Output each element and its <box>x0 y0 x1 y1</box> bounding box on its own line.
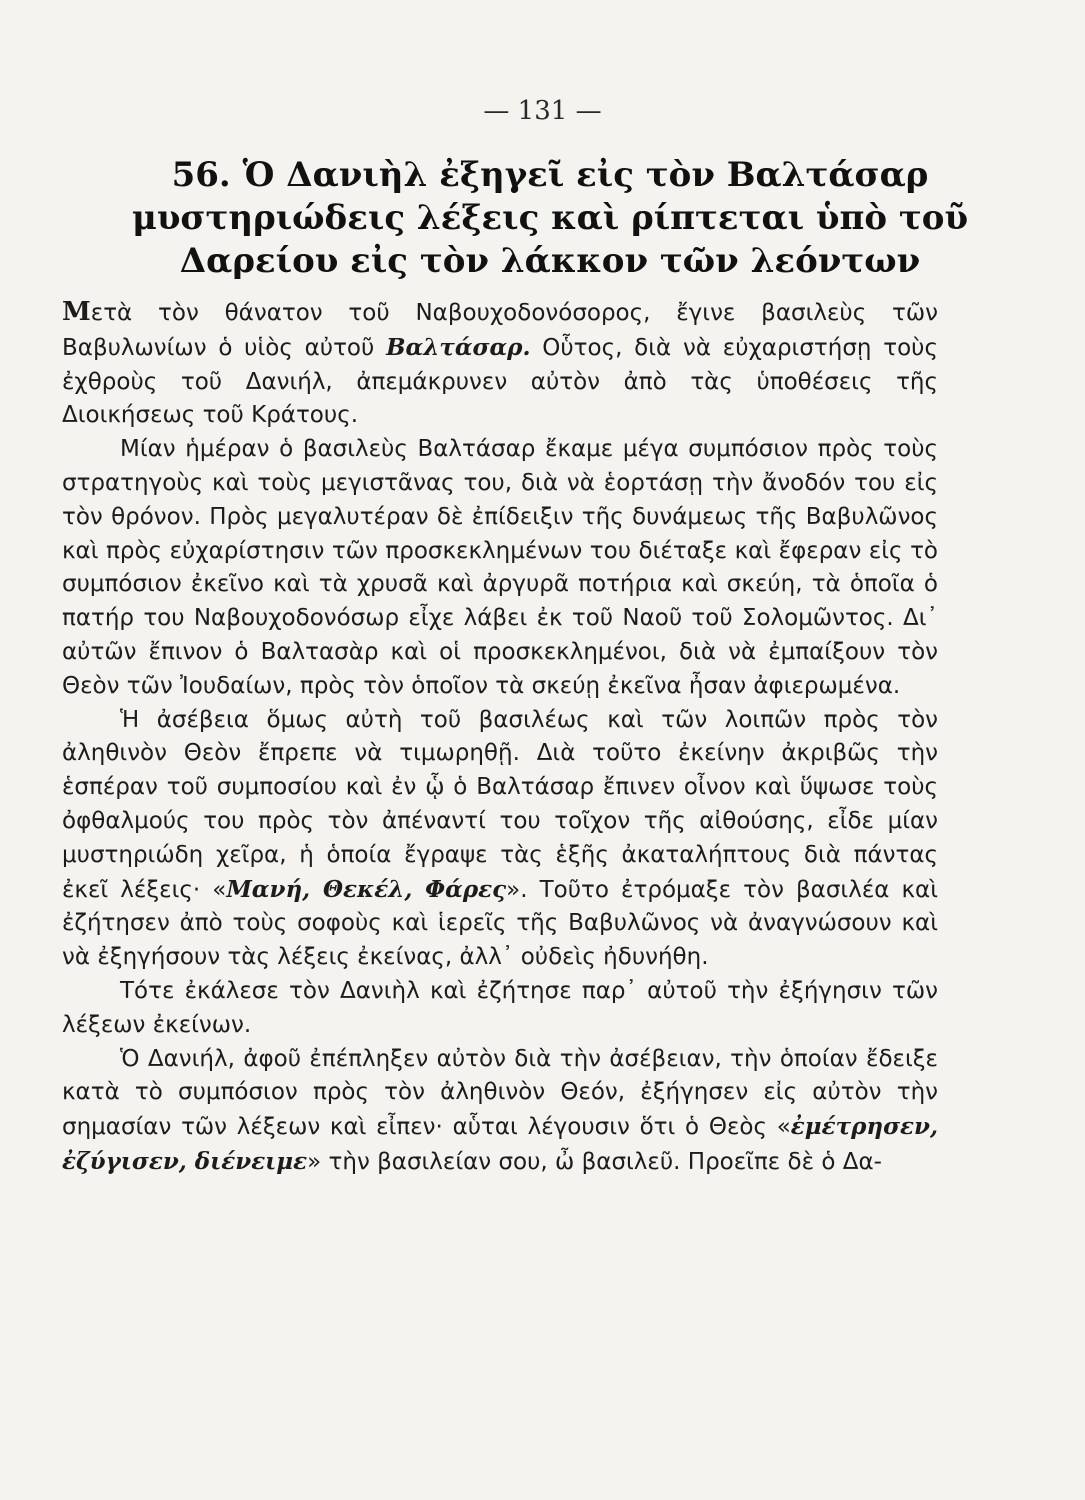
body-text <box>62 296 938 1180</box>
mystery-words: Μανή, Θεκέλ, Φάρες <box>226 875 507 903</box>
paragraph-3-text-a: Ἡ ἀσέβεια ὅμως αὐτὴ τοῦ βασιλέως καὶ τῶν λοιπῶν πρὸς τὸν ἀληθινὸν Θεὸν ἔπρεπε νὰ τιμωρηθῇ. Διὰ τοῦτο ἐκείνην ἀκριβῶς τὴν ἑσπέραν τοῦ συμποσίου καὶ ἐν ᾧ ὁ Βαλτάσαρ ἔπινεν οἶνον καὶ ὕψωσε τοὺς ὀφθαλμούς του πρὸς τὸν ἀπέναντί του τοῖχον τῆς αἰθούσης, εἶδε μίαν μυστηριώδη χεῖρα, ἡ ὁποία ἔγραψε τὰς ἑξῆς ἀκαταλήπτους διὰ πάντας ἐκεῖ λέξεις· « <box>62 706 938 903</box>
paragraph-2: Μίαν ἡμέραν ὁ βασιλεὺς Βαλτάσαρ ἔκαμε μέγα συμπόσιον πρὸς τοὺς στρατηγοὺς καὶ τοὺς μεγιστᾶνας του, διὰ νὰ ἑορτάσῃ τὴν ἄνοδόν του εἰς τὸν θρόνον. Πρὸς μεγαλυτέραν δὲ ἐπίδειξιν τῆς δυνάμεως τῆς Βαβυλῶνος καὶ πρὸς εὐχαρίστησιν τῶν προσκεκλημένων του διέταξε καὶ ἔφεραν εἰς τὸ συμπόσιον ἐκεῖνο καὶ τὰ χρυσᾶ καὶ ἀργυρᾶ ποτήρια καὶ σκεύη, τὰ ὁποῖα ὁ πατήρ του Ναβουχοδονόσωρ εἶχε λάβει ἐκ τοῦ Ναοῦ τοῦ Σολομῶντος. Δι᾿ αὐτῶν ἔπινον ὁ Βαλτασὰρ καὶ οἱ προσκεκλημένοι, διὰ νὰ ἐμπαίξουν τὸν Θεὸν τῶν Ἰουδαίων, πρὸς τὸν ὁποῖον τὰ σκεύῃ ἐκεῖνα ἦσαν ἀφιερωμένα. <box>62 436 938 699</box>
paragraph-3 <box>62 704 938 975</box>
page-number: — 131 — <box>483 96 602 126</box>
initial-letter: Μ <box>62 297 91 327</box>
paragraph-5-text-a: Ὁ Δανιήλ, ἀφοῦ ἐπέπληξεν αὐτὸν διὰ τὴν ἀσέβειαν, τὴν ὁποίαν ἔδειξε κατὰ τὸ συμπόσιον πρὸς τὸν ἀληθινὸν Θεόν, ἐξήγησεν εἰς αὐτὸν τὴν σημασίαν τῶν λέξεων καὶ εἶπεν· αὗται λέγουσιν ὅτι ὁ Θεὸς « <box>62 1045 938 1141</box>
chapter-title: Ὁ Δανιὴλ ἐξηγεῖ εἰς τὸν Βαλτάσαρ μυστηριώδεις λέξεις καὶ ρίπτεται ὑπὸ τοῦ Δαρείου εἰς τὸν λάκκον τῶν λεόντων <box>131 155 969 281</box>
interpretation-words: ἐμέτρησεν, ἐζύγισεν, διένειμε <box>62 1113 938 1175</box>
paragraph-5-text-b: » τὴν βασιλείαν σου, ὦ βασιλεῦ. Προεῖπε δὲ ὁ Δα- <box>307 1148 882 1175</box>
paragraph-5 <box>62 1043 938 1180</box>
paragraph-4: Τότε ἐκάλεσε τὸν Δανιὴλ καὶ ἐζήτησε παρ᾿ αὐτοῦ τὴν ἐξήγησιν τῶν λέξεων ἐκείνων. <box>62 977 938 1038</box>
paragraph-1 <box>62 296 938 433</box>
paragraph-3-text-b: ». Τοῦτο ἐτρόμαξε τὸν βασιλέα καὶ ἐζήτησεν ἀπὸ τοὺς σοφοὺς καὶ ἱερεῖς τῆς Βαβυλῶνος νὰ ἀναγνώσουν καὶ νὰ ἐξηγήσουν τὰς λέξεις ἐκείνας, ἀλλ᾿ οὐδεὶς ἠδυνήθη. <box>62 876 938 971</box>
paragraph-1-text-a: ετὰ τὸν θάνατον τοῦ Ναβουχοδονόσορος, ἔγινε βασιλεὺς τῶν Βαβυλωνίων ὁ υἱὸς αὐτοῦ <box>62 300 938 361</box>
chapter-number: 56. <box>171 155 231 195</box>
name-baltasar: Βαλτάσαρ. <box>386 333 531 361</box>
chapter-heading <box>50 154 1050 283</box>
paragraph-1-text-b: Οὗτος, διὰ νὰ εὐχαριστήσῃ τοὺς ἐχθροὺς τοῦ Δανιήλ, ἀπεμάκρυνεν αὐτὸν ἀπὸ τὰς ὑποθέσεις τῆς Διοικήσεως τοῦ Κράτους. <box>62 334 938 429</box>
